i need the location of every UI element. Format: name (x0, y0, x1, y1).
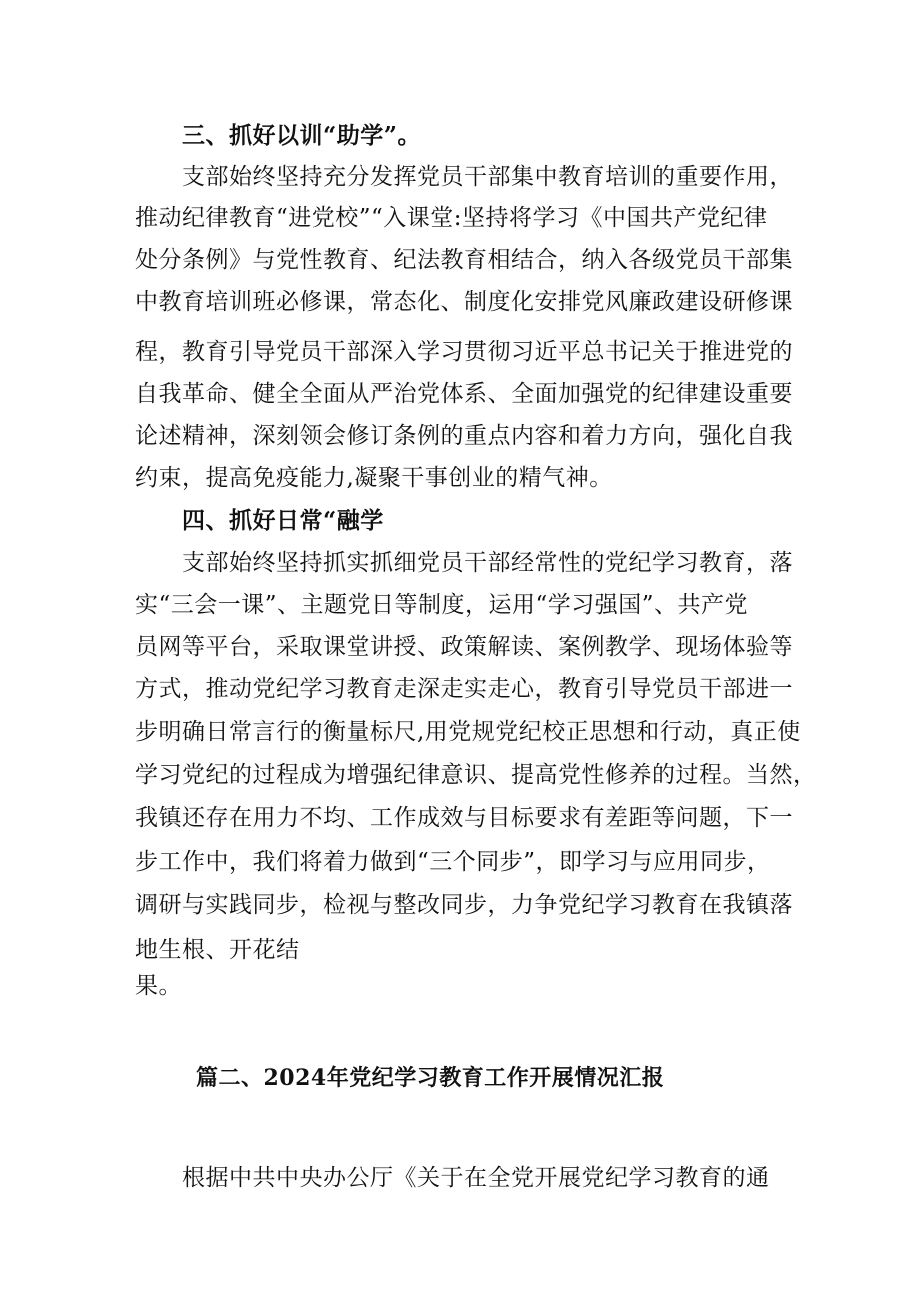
section-4-line-5: 步明确日常言行的衡量标尺,用党规党纪校正思想和行动，真正使 (135, 719, 801, 745)
section-3-line-6: 自我革命、健全全面从严治党体系、全面加强党的纪律建设重要 (135, 381, 793, 407)
section-4-line-9: 调研与实践同步，检视与整改同步，力争党纪学习教育在我镇落 (135, 892, 793, 918)
section-3-line-5: 程，教育引导党员干部深入学习贯彻习近平总书记关于推进党的 (135, 339, 793, 365)
section-4-line-1: 支部始终坚持抓实抓细党员干部经常性的党纪学习教育，落 (182, 550, 793, 576)
section-3-line-1: 支部始终坚持充分发挥党员干部集中教育培训的重要作用， (182, 164, 793, 190)
section-4-line-11: 果。 (135, 973, 182, 999)
section-3-line-3: 处分条例》与党性教育、纪法教育相结合，纳入各级党员干部集 (135, 247, 793, 273)
section-4-line-7: 我镇还存在用力不均、工作成效与目标要求有差距等问题，下一 (135, 805, 793, 831)
section-3-line-8: 约束，提高免疫能力,凝聚干事创业的精气神。 (135, 465, 613, 491)
section-4-line-4: 方式，推动党纪学习教育走深走实走心，教育引导党员干部进一 (135, 676, 793, 702)
article-2-title: 篇二、2024年党纪学习教育工作开展情况汇报 (196, 1065, 665, 1091)
section-4-line-3: 员网等平台，采取课堂讲授、政策解读、案例教学、现场体验等 (135, 634, 793, 660)
section-4-heading: 四、抓好日常“融学 (182, 507, 384, 534)
section-4-line-8: 步工作中，我们将着力做到“三个同步”，即学习与应用同步， (135, 849, 771, 875)
section-4-line-6: 学习党纪的过程成为增强纪律意识、提高党性修养的过程。当然， (135, 762, 817, 788)
section-3-line-2: 推动纪律教育“进党校”“入课堂:坚持将学习《中国共产党纪律 (135, 205, 768, 231)
section-3-heading: 三、抓好以训“助学”。 (182, 122, 421, 149)
section-4-line-10: 地生根、开花结 (135, 937, 300, 963)
article-2-first-line: 根据中共中央办公厅《关于在全党开展党纪学习教育的通 (182, 1165, 770, 1191)
section-4-line-2: 实“三会一课”、主题党日等制度，运用“学习强国”、共产党 (135, 592, 749, 618)
section-3-line-7: 论述精神，深刻领会修订条例的重点内容和着力方向，强化自我 (135, 423, 793, 449)
section-3-line-4: 中教育培训班必修课，常态化、制度化安排党风廉政建设研修课 (135, 289, 793, 315)
